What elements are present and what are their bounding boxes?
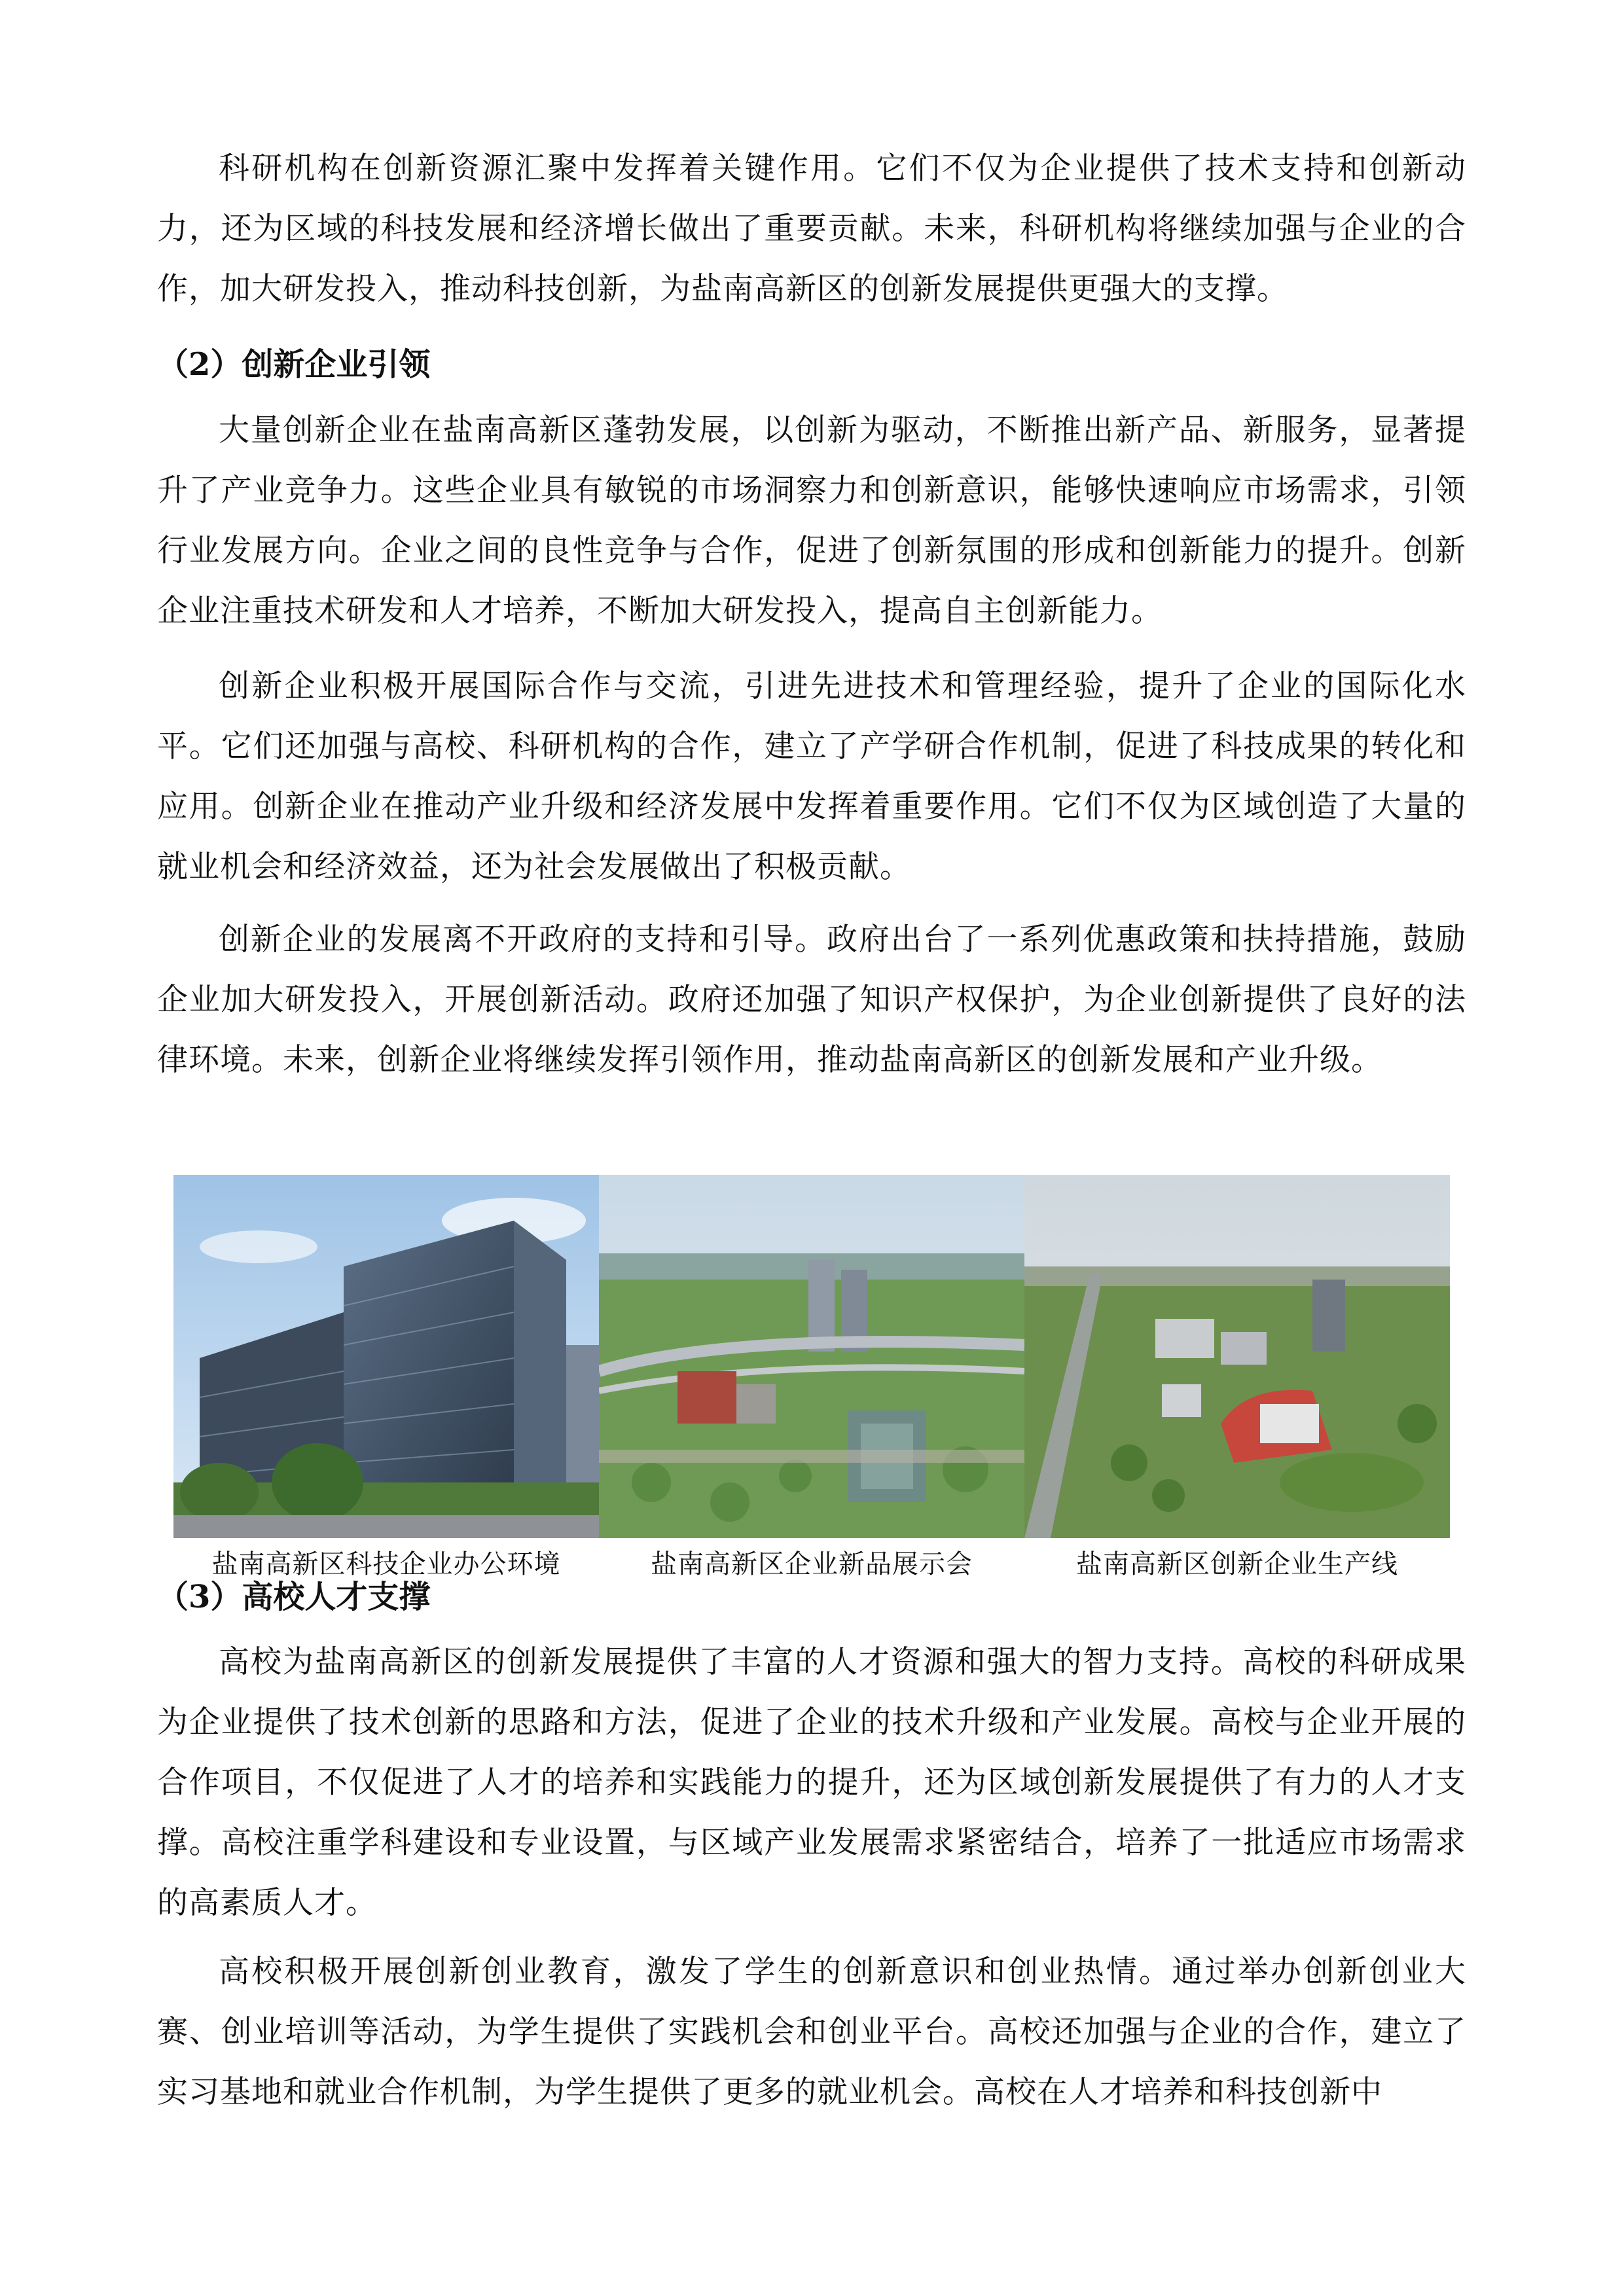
- paragraph-entrepreneurship-education: 高校积极开展创新创业教育，激发了学生的创新意识和创业热情。通过举办创新创业大赛、创业培训等活动，为学生提供了实践机会和创业平台。高校还加强与企业的合作，建立了实习基地和就业合作机制，为学生提供了更多的就业机会。高校在人才培养和科技创新中: [157, 1954, 1466, 2110]
- paragraph-government-support: 创新企业的发展离不开政府的支持和引导。政府出台了一系列优惠政策和扶持措施，鼓励企业加大研发投入，开展创新活动。政府还加强了知识产权保护，为企业创新提供了良好的法律环境。未来，创新企业将继续发挥引领作用，推动盐南高新区的创新发展和产业升级。: [157, 922, 1466, 1078]
- photo-office-building: [173, 1175, 599, 1538]
- paragraph-university-support: 高校为盐南高新区的创新发展提供了丰富的人才资源和强大的智力支持。高校的科研成果为企业提供了技术创新的思路和方法，促进了企业的技术升级和产业发展。高校与企业开展的合作项目，不仅促进了人才的培养和实践能力的提升，还为区域创新发展提供了有力的人才支撑。高校注重学科建设和专业设置，与区域产业发展需求紧密结合，培养了一批适应市场需求的高素质人才。: [157, 1644, 1466, 1921]
- section-heading-university-talent: （3）高校人才支撑: [157, 1579, 431, 1615]
- photo-aerial-exhibition: [599, 1175, 1024, 1538]
- paragraph-international-cooperation: 创新企业积极开展国际合作与交流，引进先进技术和管理经验，提升了企业的国际化水平。它们还加强与高校、科研机构的合作，建立了产学研合作机制，促进了科技成果的转化和应用。创新企业在推动产业升级和经济发展中发挥着重要作用。它们不仅为区域创造了大量的就业机会和经济效益，还为社会发展做出了积极贡献。: [157, 668, 1466, 885]
- caption-production-line: 盐南高新区创新企业生产线: [1076, 1549, 1398, 1579]
- section-heading-innovative-enterprises: （2）创新企业引领: [157, 346, 431, 383]
- photo-production-aerial: [1024, 1175, 1450, 1538]
- caption-new-product-exhibition: 盐南高新区企业新品展示会: [651, 1549, 973, 1579]
- caption-office-environment: 盐南高新区科技企业办公环境: [211, 1549, 561, 1579]
- paragraph-research-institutions: 科研机构在创新资源汇聚中发挥着关键作用。它们不仅为企业提供了技术支持和创新动力，还为区域的科技发展和经济增长做出了重要贡献。未来，科研机构将继续加强与企业的合作，加大研发投入，推动科技创新，为盐南高新区的创新发展提供更强大的支撑。: [157, 151, 1466, 307]
- paragraph-enterprise-growth: 大量创新企业在盐南高新区蓬勃发展，以创新为驱动，不断推出新产品、新服务，显著提升了产业竞争力。这些企业具有敏锐的市场洞察力和创新意识，能够快速响应市场需求，引领行业发展方向。企业之间的良性竞争与合作，促进了创新氛围的形成和创新能力的提升。创新企业注重技术研发和人才培养，不断加大研发投入，提高自主创新能力。: [157, 412, 1466, 629]
